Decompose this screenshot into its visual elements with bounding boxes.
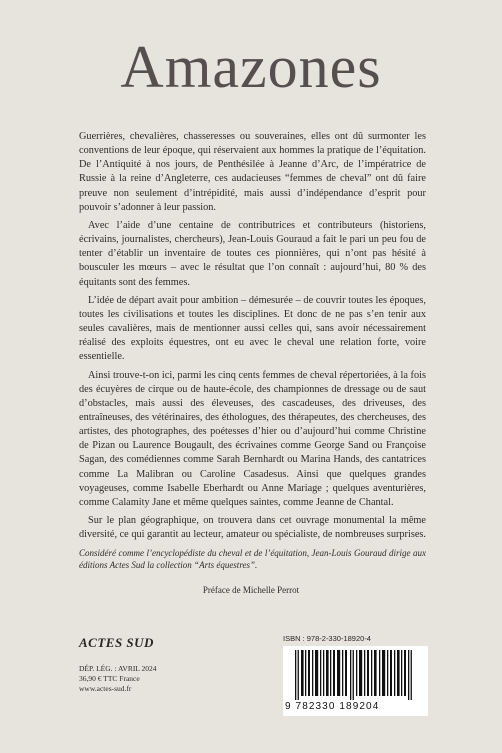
barcode — [283, 646, 428, 716]
blurb-paragraph: Ainsi trouve-t-on ici, parmi les cinq cents femmes de cheval répertoriées, à la fois des écuyères de cirque ou de haute-école, des championnes de dressage ou de saut d’obstacles, mais aussi des éleveuses, des cascadeuses, des driveuses, des entraîneuses, des vétérinaires, des éthologues, des thérapeutes, des chercheuses, des artistes, des photographes, des poétesses d’hier ou d’aujourd’hui comme Christine de Pizan ou Laurence Bougault, des écrivaines comme George Sand ou Françoise Sagan, des comédiennes comme Sarah Bernhardt ou Marina Hands, des cantatrices comme La Malibran ou Caroline Casadesus. Ainsi que quelques grandes voyageuses, comme Isabelle Eberhardt ou Anne Mariage ; quelques aventurières, comme Calamity Jane et même quelques saintes, comme Jeanne de Chantal. — [79, 369, 426, 508]
blurb — [79, 130, 426, 546]
legal-deposit: DÉP. LÉG. : AVRIL 2024 — [79, 664, 157, 673]
barcode-bars — [291, 650, 421, 700]
isbn: ISBN : 978-2-330-18920-4 — [283, 634, 371, 643]
preface-credit: Préface de Michelle Perrot — [202, 585, 300, 595]
blurb-paragraph: Guerrières, chevalières, chasseresses ou souveraines, elles ont dû surmonter les conventions de leur époque, qui réservaient aux hommes la pratique de l’équitation. De l’Antiquité à nos jours, de Penthésilée à Jeanne d’Arc, de l’impératrice de Russie à la reine d’Angleterre, ces audacieuses “femmes de cheval” ont dû faire preuve non seulement d’intrépidité, mais aussi d’indépendance d’esprit pour pouvoir s’adonner à leur passion. — [79, 131, 426, 213]
publication-info — [79, 664, 157, 694]
book-title: Amazones — [120, 34, 382, 100]
author-note: Considéré comme l’encyclopédiste du cheval et de l’équitation, Jean-Louis Gouraud dirige aux éditions Actes Sud la collection “Arts équestres”. — [79, 548, 426, 570]
website: www.actes-sud.fr — [79, 684, 132, 693]
barcode-number: 9 782330 189204 — [285, 701, 380, 712]
blurb-paragraph: Avec l’aide d’une centaine de contributrices et contributeurs (historiens, écrivains, journalistes, chercheurs), Jean-Louis Gouraud a fait le pari un peu fou de tenter d’établir un inventaire de toutes ces pionnières, qui n’ont pas hésité à bousculer les mœurs – avec le résultat que l’on connaît : aujourd’hui, 80 % des équitants sont des femmes. — [79, 219, 426, 288]
blurb-paragraph: L’idée de départ avait pour ambition – démesurée – de couvrir toutes les époques, toutes les civilisations et toutes les disciplines. Et donc de ne pas s’en tenir aux seules cavalières, mais de mentionner aussi celles qui, sans avoir nécessairement réalisé des exploits équestres, ont eu avec le cheval une relation forte, voire essentielle. — [79, 294, 426, 363]
price: 36,90 € TTC France — [79, 674, 140, 683]
blurb-paragraph: Sur le plan géographique, on trouvera dans cet ouvrage monumental la même diversité, ce qui garantit au lecteur, amateur ou spécialiste, de nombreuses surprises. — [79, 515, 426, 541]
publisher-logo: ACTES SUD — [79, 635, 154, 650]
